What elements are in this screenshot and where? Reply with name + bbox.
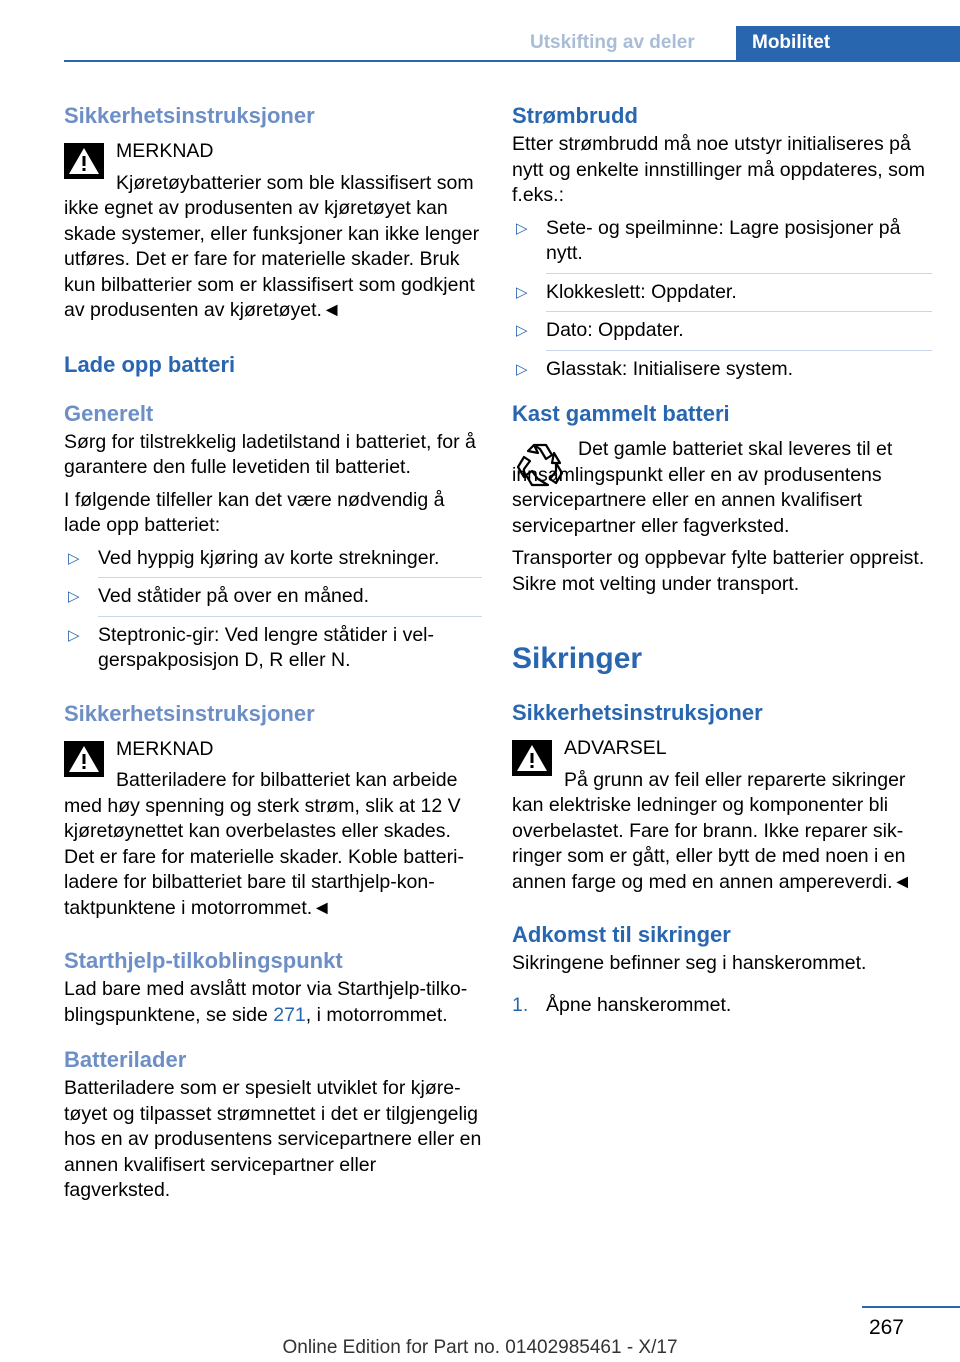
paragraph [64, 977, 482, 1028]
list-item [64, 584, 482, 617]
subsection-heading: Generelt [64, 400, 154, 426]
divider [546, 311, 932, 312]
paragraph: Sørg for tilstrekkelig ladetilstand i batteriet, for å garantere den fulle levetiden til batteriet. [64, 430, 476, 478]
notice-text-content: Kjøretøybatterier som ble klassifisert som ikke egnet av produsenten av kjøretøyet kan skade systemer, eller funksjoner kan ikke lenger utføres. Det er fare for materielle skader. Bruk kun bilbatterier som er klassifisert som godkjent av produsenten av kjøretøyet.◄ [64, 171, 480, 321]
notice-text [64, 171, 482, 324]
recycle-block [512, 437, 932, 539]
footer-rule [862, 1306, 960, 1308]
triangle-right-icon: ▷ [68, 626, 80, 644]
list-item-text: Ved ståtider på over en måned. [98, 585, 370, 607]
list-item [512, 357, 932, 383]
triangle-right-icon: ▷ [516, 322, 528, 339]
paragraph-text: , i motorrommet. [305, 1003, 448, 1026]
list-item [512, 318, 932, 351]
warning-triangle-icon [64, 741, 104, 777]
list-item-text: Ved hyppig kjøring av korte strekninger. [98, 546, 440, 569]
notice-text [512, 768, 932, 896]
triangle-right-icon: ▷ [68, 549, 80, 567]
safety-heading: Sikkerhetsinstruksjoner [64, 700, 315, 726]
list-item-text: Klokkeslett: Oppdater. [546, 280, 737, 303]
chapter-tab: Mobilitet [736, 26, 960, 62]
list-item-text: Glasstak: Initialisere system. [546, 357, 794, 380]
triangle-right-icon: ▷ [516, 283, 528, 301]
left-column [64, 100, 482, 1204]
section-tab: Utskifting av deler [530, 32, 695, 53]
paragraph: I følgende tilfeller kan det være nødvendig å lade opp batteriet: [64, 488, 445, 536]
notice-label: ADVARSEL [564, 737, 667, 759]
step-number: 1. [512, 993, 529, 1016]
paragraph-text: Lad bare med avslått motor via Starthjelp-tilkoblingspunktene, se side [64, 978, 468, 1026]
subsection-heading: Kast gammelt batteri [512, 401, 730, 426]
edition-footer: Online Edition for Part no. 01402985461 - X/17 [282, 1337, 678, 1358]
divider [546, 350, 932, 351]
list-item [512, 280, 932, 313]
notice-text [64, 768, 482, 921]
chapter-section-heading: Sikringer [512, 642, 643, 675]
paragraph: Transporter og oppbevar fylte batterier oppreist. Sikre mot velting under transport. [512, 547, 925, 595]
paragraph-text: Det gamle batteriet skal leveres til et innsamlingspunkt eller en av produsentens servicepartnere eller en annen kvalifisert servicepartner eller fagverksted. [512, 438, 893, 537]
notice-label: MERKNAD [116, 140, 214, 162]
notice-block [64, 139, 482, 324]
subsection-heading: Batterilader [64, 1047, 187, 1072]
list-item-text: Sete- og speilminne: Lagre posisjoner på nytt. [546, 216, 901, 264]
right-column [512, 100, 932, 1018]
notice-block [512, 736, 932, 895]
page-number: 267 [868, 1316, 904, 1339]
notice-text-content: På grunn av feil eller reparerte sikringer kan elektriske ledninger og komponenter bli overbelastet. Fare for brann. Ikke reparer sikringer som er gått, eller bytt de med noen i en annen farge og med en annen ampereverdi.◄ [512, 768, 912, 893]
list-item [512, 993, 932, 1019]
list-item [64, 623, 482, 674]
list-item [512, 216, 932, 274]
divider [546, 273, 932, 274]
paragraph: Sikringene befinner seg i hanskerommet. [512, 952, 867, 974]
subsection-heading: Strømbrudd [512, 103, 638, 128]
paragraph: Etter strømbrudd må noe utstyr initialiseres på nytt og enkelte innstillinger må oppdateres, som f.eks.: [512, 133, 925, 206]
recycle-icon [512, 437, 568, 493]
triangle-right-icon: ▷ [516, 219, 528, 237]
step-list [512, 993, 932, 1019]
safety-heading: Sikkerhetsinstruksjoner [64, 103, 315, 128]
notice-text-content: Batteriladere for bilbatteriet kan arbeide med høy spenning og sterk strøm, slik at 12 V kjøretøynettet kan overbelastes eller skades. Det er fare for materielle skader. Koble batteriladere for bilbatteriet bare til starthjelp-kontaktpunktene i motorrommet.◄ [64, 769, 464, 919]
triangle-right-icon: ▷ [68, 588, 80, 605]
notice-block [64, 737, 482, 922]
header-rule [64, 60, 960, 62]
triangle-right-icon: ▷ [516, 360, 528, 378]
paragraph [512, 437, 932, 539]
bullet-list [64, 546, 482, 674]
subsection-heading: Adkomst til sikringer [512, 922, 731, 947]
list-item-text: Steptronic-gir: Ved lengre ståtider i velgerspakposisjon D, R eller N. [98, 623, 435, 671]
notice-label: MERKNAD [116, 737, 214, 760]
list-item-text: Dato: Oppdater. [546, 319, 684, 341]
subsection-heading: Starthjelp-tilkoblingspunkt [64, 948, 343, 973]
divider [98, 616, 482, 617]
divider [98, 577, 482, 578]
bullet-list [512, 216, 932, 383]
list-item [64, 546, 482, 579]
list-item-text: Åpne hanskerommet. [546, 993, 732, 1016]
warning-triangle-icon [64, 143, 104, 179]
section-heading: Lade opp batteri [64, 351, 236, 377]
safety-heading: Sikkerhetsinstruksjoner [512, 700, 763, 725]
warning-triangle-icon [512, 740, 552, 776]
page-link[interactable]: 271 [273, 1003, 306, 1026]
paragraph: Batteriladere som er spesielt utviklet for kjøretøyet og tilpasset strømnettet i det er tilgjengelig hos en av produsentens servicepartnere eller en annen kvalifisert servicepartner eller fagverksted. [64, 1077, 482, 1201]
